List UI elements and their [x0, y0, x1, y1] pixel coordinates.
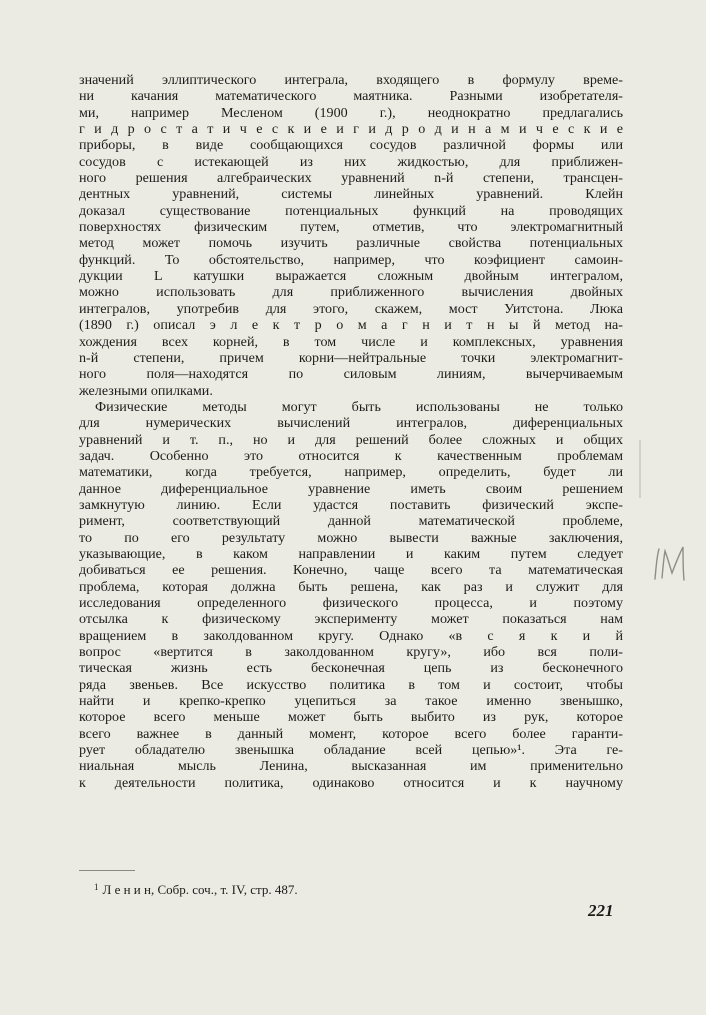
text-line: ми, например Месленом (1900 г.), неоднократно предлагались — [79, 104, 623, 121]
text-line: рует обладателю звенышка обладание всей цепью»¹. Эта ге- — [79, 742, 623, 759]
text-line: указывающие, в каком направлении и каким путем следует — [79, 545, 623, 562]
footnote-text: Л е н и н, Собр. соч., т. IV, стр. 487. — [102, 882, 298, 897]
paragraph-first-line: Физические методы могут быть использованы не только — [95, 398, 623, 415]
text-line: приборы, в виде сообщающихся сосудов различной формы или — [79, 137, 623, 154]
text-line: замкнутую линию. Если удастся поставить физический экспе- — [79, 496, 623, 513]
text-line: математики, когда требуется, например, определить, будет ли — [79, 464, 623, 481]
text-line: хождения всех корней, в том числе и комплексных, уравнения — [79, 333, 623, 350]
text-line: ряда звеньев. Все искусство политика в том и состоит, чтобы — [79, 676, 623, 693]
footnote-divider — [79, 870, 135, 871]
text-line: дентных уравнений, системы линейных уравнений. Клейн — [79, 186, 623, 203]
text-line: метод может помочь изучить различные свойства потенциальных — [79, 235, 623, 252]
text-line: ного решения алгебраических уравнений n-й степени, трансцен- — [79, 170, 623, 187]
text-line: исследования определенного физического процесса, и поэтому — [79, 595, 623, 611]
text-line: значений эллиптического интеграла, входящего в формулу време- — [79, 72, 623, 88]
text-line: можно использовать для приближенного вычисления двойных — [79, 284, 623, 301]
text-line: уравнений и т. п., но и для решений более сложных и общих — [79, 431, 623, 448]
text-line: отсылка к физическому эксперименту может показаться нам — [79, 611, 623, 628]
text-line: данное диференциальное уравнение иметь своим решением — [79, 480, 623, 497]
text-line: проблема, которая должна быть решена, как раз и служит для — [79, 578, 623, 595]
text-line: которое всего меньше может быть выбито из рук, которое — [79, 709, 623, 726]
text-line: n-й степени, причем корни—нейтральные точки электромагнит- — [79, 349, 623, 366]
text-line: вращением в заколдованном кругу. Однако «в с я к и й — [79, 627, 623, 644]
text-line: к деятельности политика, одинаково относится и к научному — [79, 774, 623, 791]
text-line: ниальная мысль Ленина, высказанная им применительно — [79, 758, 623, 775]
text-line: поверхностях физическим путем, отметив, что электромагнитный — [79, 219, 623, 236]
text-line: ни качания математического маятника. Разными изобретателя- — [79, 88, 623, 105]
page-number: 221 — [588, 901, 614, 920]
text-line: для нумерических вычислений интегралов, диференциальных — [79, 415, 623, 432]
paragraph-last-line: железными опилками. — [79, 382, 213, 399]
text-line: вопрос «вертится в заколдованном кругу», ибо вся поли- — [79, 644, 623, 661]
handwritten-m-mark-icon — [652, 545, 686, 583]
text-line: то по его результату можно вывести важные заключения, — [79, 529, 623, 546]
text-line: сосудов с истекающей из них жидкостью, для приближен- — [79, 153, 623, 170]
footnote-marker: 1 — [94, 882, 99, 892]
text-line: найти и крепко-крепко уцепиться за такое именно звенышко, — [79, 693, 623, 710]
text-line: ного поля—находятся по силовым линиям, вычерчиваемым — [79, 366, 623, 383]
body-text — [79, 72, 623, 791]
text-line: римент, соответствующий данной математической проблеме, — [79, 513, 623, 530]
text-line: дукции L катушки выражается сложным двойным интегралом, — [79, 268, 623, 285]
text-line: доказал существование потенциальных функций на проводящих — [79, 202, 623, 219]
text-line: функций. То обстоятельство, например, что коэфициент самоин- — [79, 251, 623, 268]
text-line: (1890 г.) описал э л е к т р о м а г н и т н ы й метод на- — [79, 317, 623, 334]
text-line: тическая жизнь есть бесконечная цепь из бесконечного — [79, 660, 623, 677]
text-line: добиваться ее решения. Конечно, чаще всего та математическая — [79, 562, 623, 579]
text-line: г и д р о с т а т и ч е с к и е и г и д р о д и н а м и ч е с к и е — [79, 121, 623, 138]
text-line: задач. Особенно это относится к качественным проблемам — [79, 447, 623, 464]
text-line: интегралов, употребив для этого, скажем, мост Уитстона. Люка — [79, 300, 623, 317]
margin-line-icon — [638, 440, 642, 498]
text-line: всего важнее в данный момент, которое всего более гаранти- — [79, 725, 623, 742]
footnote — [94, 879, 298, 898]
